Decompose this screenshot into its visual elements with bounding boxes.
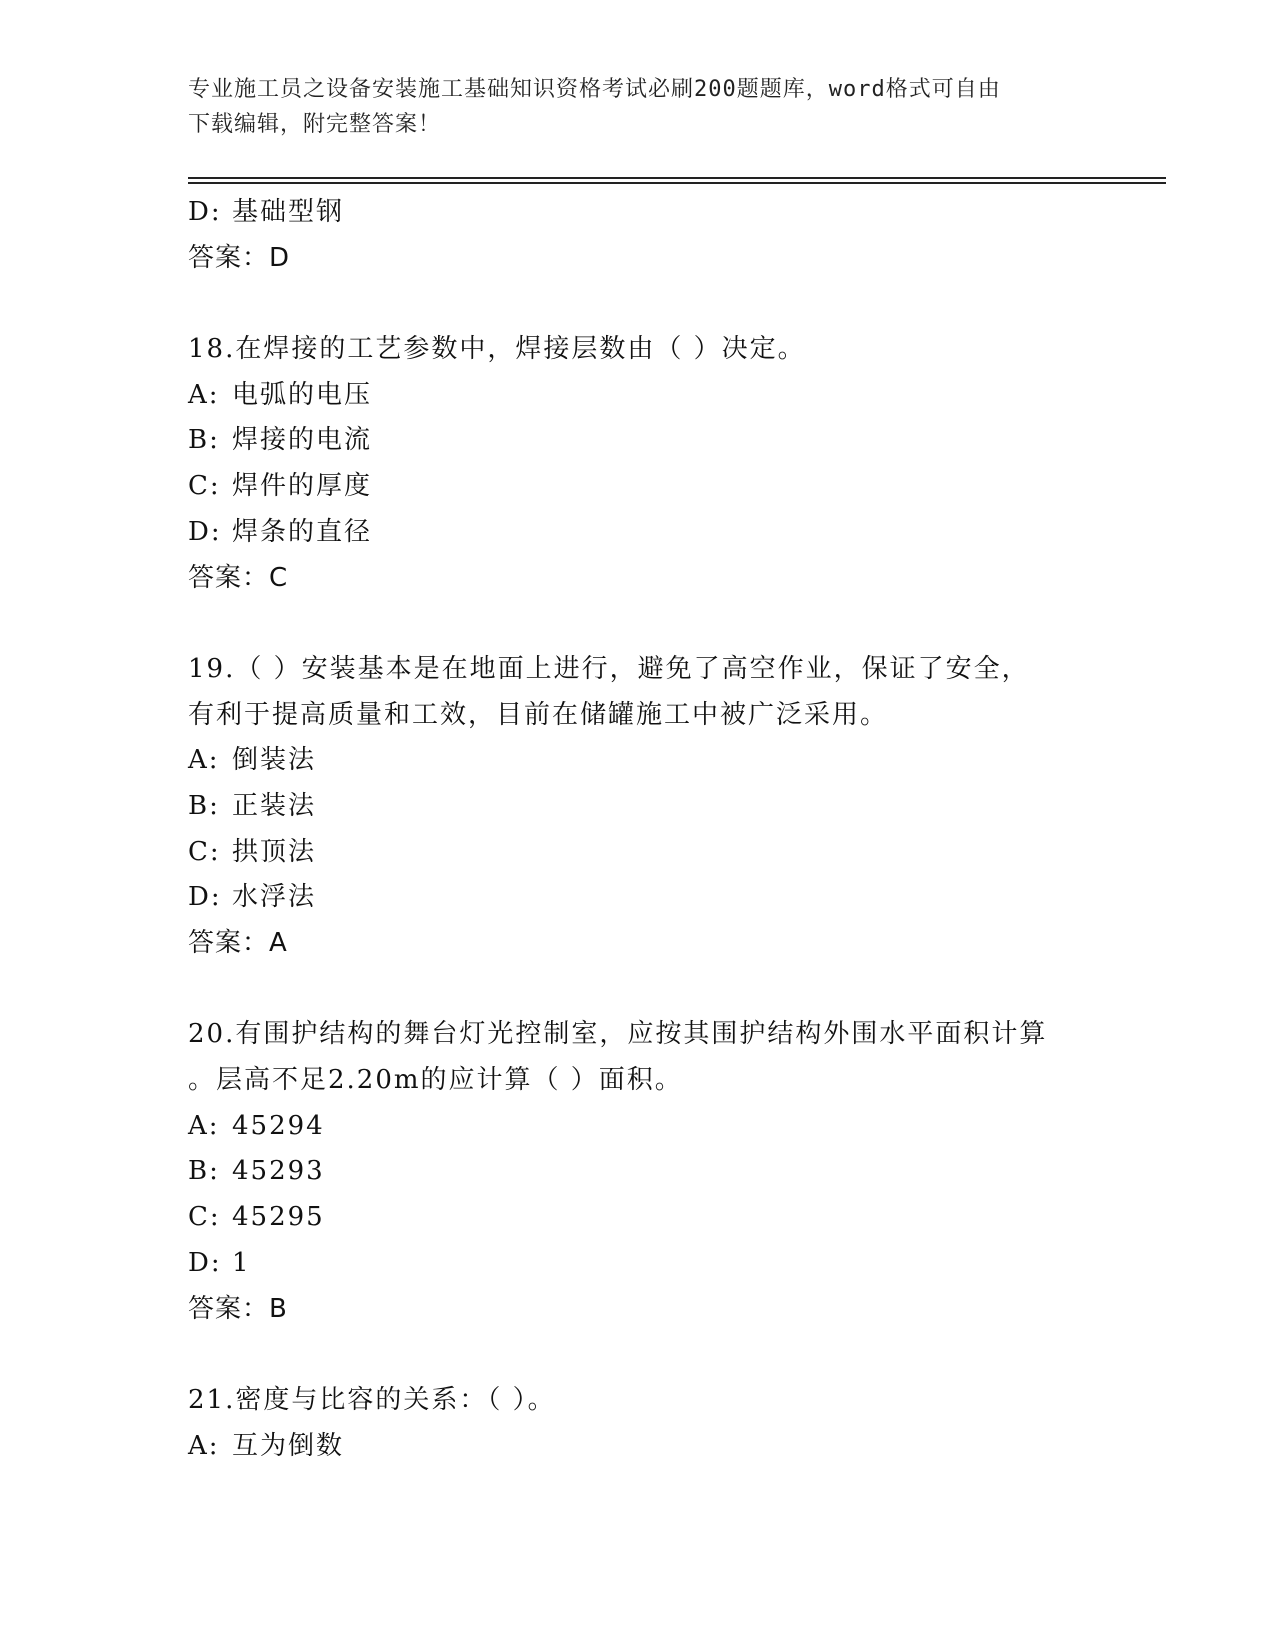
header-rule-bottom [188, 182, 1166, 184]
question-stem: 21.密度与比容的关系：（ ）。 [188, 1384, 556, 1415]
answer: 答案：A [188, 928, 288, 958]
option-label: D: [188, 197, 222, 227]
option-b [188, 784, 1088, 830]
option-label: D: [188, 1247, 222, 1278]
option-label: B: [188, 790, 220, 821]
question-18 [188, 327, 1088, 601]
option-a [188, 738, 1088, 784]
header-line-1: 专业施工员之设备安装施工基础知识资格考试必刷200题题库，word格式可自由 [188, 77, 1001, 102]
option-a [188, 373, 1088, 419]
option-label: B: [188, 425, 220, 456]
option-text: 互为倒数 [232, 1430, 345, 1461]
option-text: 倒装法 [232, 745, 317, 776]
question-stem-line-2: 有利于提高质量和工效，目前在储罐施工中被广泛采用。 [188, 699, 889, 730]
option-text: 水浮法 [232, 882, 317, 913]
answer: 答案：D [188, 242, 291, 273]
option-c [188, 830, 1088, 876]
option-label: A: [188, 745, 220, 776]
option-b [188, 1149, 1088, 1195]
option-label: B: [188, 1156, 220, 1187]
option-label: A: [188, 1110, 220, 1141]
header-rule-top [188, 177, 1166, 179]
option-text: 电弧的电压 [232, 379, 373, 410]
option-d [188, 510, 1088, 556]
option-text: 焊件的厚度 [232, 471, 373, 502]
option-text: 正装法 [232, 790, 317, 821]
question-19 [188, 647, 1088, 967]
answer: 答案：C [188, 562, 289, 593]
option-text: 45293 [232, 1156, 325, 1187]
option-text: 1 [232, 1247, 251, 1278]
option-text: 拱顶法 [232, 836, 317, 867]
question-stem-line-2: 。层高不足2.20m的应计算（ ）面积。 [188, 1065, 683, 1096]
question-21 [188, 1378, 1088, 1469]
option-label: A: [188, 379, 220, 410]
option-d [188, 875, 1088, 921]
question-stem-line-1: 19.（ ）安装基本是在地面上进行，避免了高空作业，保证了安全， [188, 653, 1030, 684]
header-line-2: 下载编辑，附完整答案！ [188, 112, 442, 137]
option-text: 45295 [232, 1202, 325, 1233]
option-text: 45294 [232, 1110, 325, 1141]
option-d [188, 1241, 1088, 1287]
option-label: D: [188, 516, 222, 547]
option-text: 焊条的直径 [232, 516, 373, 547]
option-b [188, 418, 1088, 464]
option-label: A: [188, 1430, 220, 1461]
question-stem: 18.在焊接的工艺参数中，焊接层数由（ ）决定。 [188, 334, 806, 365]
option-a [188, 1424, 1088, 1470]
option-a [188, 1104, 1088, 1150]
option-text: 基础型钢 [232, 197, 345, 227]
option-text: 焊接的电流 [232, 425, 373, 456]
option-label: C: [188, 836, 221, 867]
option-c [188, 1195, 1088, 1241]
option-label: C: [188, 1202, 221, 1233]
option-c [188, 464, 1088, 510]
answer: 答案：B [188, 1293, 288, 1324]
document-header [188, 72, 1068, 142]
option-label: D: [188, 882, 222, 913]
question-stem-line-1: 20.有围护结构的舞台灯光控制室，应按其围护结构外围水平面积计算 [188, 1019, 1048, 1050]
question-20 [188, 1012, 1088, 1332]
option-d [188, 190, 1088, 236]
option-label: C: [188, 471, 221, 502]
document-body [188, 190, 1088, 1469]
